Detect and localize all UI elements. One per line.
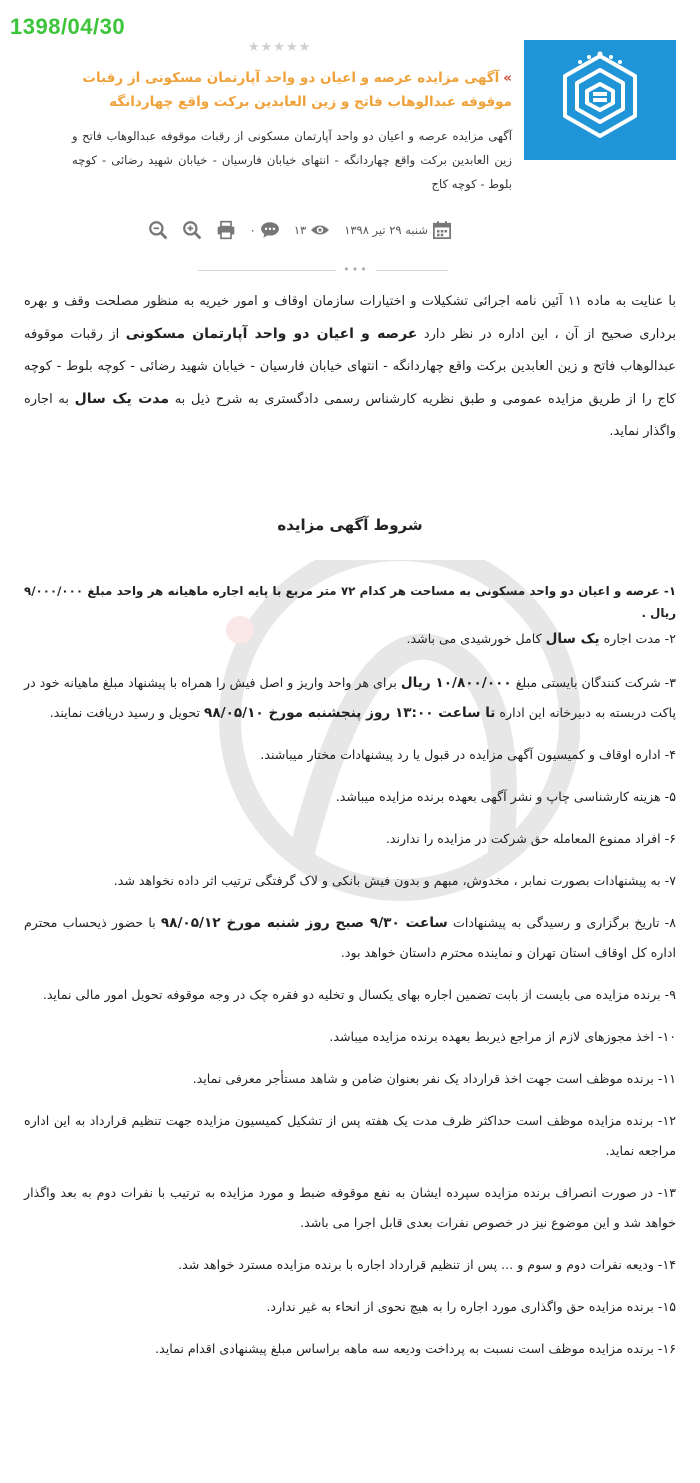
intro-text-1: با عنایت به ماده ۱۱ آئین نامه اجرائی تشکیلات و اختیارات سازمان اوقاف و امور خیریه به منظور مصلحت وقف و بهره برداری صحیح از آن ، این اداره در نظر دارد <box>24 294 677 342</box>
intro-duration: مدت یک سال <box>74 391 170 407</box>
condition-item-8 <box>24 908 676 968</box>
view-count: ۱۳ <box>293 223 307 237</box>
meta-date <box>344 220 452 240</box>
condition-2-text-c: کامل خورشیدی می باشد. <box>406 631 546 646</box>
intro-text-2: از رقبات موقوفه عبدالوهاب فاتح و زین العابدین برکت واقع چهاردانگه - انتهای خیابان فارسیان - خیابان شهید رضائی - کوچه بلوط - کوچه کاج را از طریق مزایده عمومی و طبق نظریه کارشناس رسمی دادگستری به شرح ذیل به <box>24 327 676 407</box>
condition-item-12: ۱۲- برنده مزایده موظف است حداکثر ظرف مدت یک هفته پس از تشکیل کمیسیون مزایده جهت تنظیم قرارداد به این اداره مراجعه نماید. <box>24 1113 676 1158</box>
condition-item-7: ۷- به پیشنهادات بصورت نمابر ، مخدوش، مبهم و بدون فیش بانکی و لاک گرفتگی ترتیب اثر داده نخواهد شد. <box>113 873 676 888</box>
condition-item-14: ۱۴- ودیعه نفرات دوم و سوم و ... پس از تنظیم قرارداد اجاره با برنده مزایده مسترد خواهد شد. <box>178 1257 676 1272</box>
condition-3-amount: ۱۰/۸۰۰/۰۰۰ ریال <box>400 675 512 691</box>
condition-item-1: ۱- عرصه و اعیان دو واحد مسکونی به مساحت هر کدام ۷۲ متر مربع با پایه اجاره ماهیانه هر واحد مبلغ ۹/۰۰۰/۰۰۰ ریال . <box>24 584 677 620</box>
condition-3-text-a: ۳- شرکت کنندگان بایستی مبلغ <box>511 675 676 690</box>
article-summary: آگهی مزایده عرصه و اعیان دو واحد آپارتمان مسکونی از رقبات موقوفه عبدالوهاب فاتح و زین العابدین برکت واقع چهاردانگه - انتهای خیابان فارسیان - خیابان شهید رضائی - کوچه بلوط - کوچه کاج <box>72 129 512 191</box>
intro-text-3: به اجاره واگذار نماید. <box>24 392 676 439</box>
condition-8-text-a: ۸- تاریخ برگزاری و رسیدگی به پیشنهادات <box>447 915 676 930</box>
condition-item-15: ۱۵- برنده مزایده حق واگذاری مورد اجاره را به هیچ نحوی از انحاء به غیر ندارد. <box>266 1299 676 1314</box>
print-icon[interactable] <box>216 220 236 240</box>
condition-8-datetime: ساعت ۹/۳۰ صبح روز شنبه مورخ ۹۸/۰۵/۱۲ <box>160 915 448 931</box>
condition-2-duration: یک سال <box>545 631 600 647</box>
article-date: شنبه ۲۹ تیر ۱۳۹۸ <box>344 223 428 237</box>
meta-comments[interactable] <box>250 220 280 240</box>
condition-item-6: ۶- افراد ممنوع المعامله حق شرکت در مزایده را ندارند. <box>385 831 676 846</box>
condition-item-10: ۱۰- اخذ مجوزهای لازم از مراجع ذیربط بعهده برنده مزایده میباشد. <box>329 1029 676 1044</box>
comment-count: ۰ <box>249 223 256 237</box>
condition-item-2 <box>24 624 676 654</box>
condition-3-deadline: تا ساعت ۱۳:۰۰ روز پنجشنبه مورخ ۹۸/۰۵/۱۰ <box>204 705 496 721</box>
condition-item-4: ۴- اداره اوقاف و کمیسیون آگهی مزایده در قبول یا رد پیشنهادات مختار میباشند. <box>260 747 676 762</box>
condition-item-9: ۹- برنده مزایده می بایست از بابت تضمین اجاره بهای یکسال و تخلیه دو فقره چک در وجه موقوفه تحویل امور مالی نماید. <box>42 987 676 1002</box>
condition-2-text-a: ۲- مدت اجاره <box>599 631 676 646</box>
awqaf-logo <box>524 40 676 160</box>
zoom-in-icon[interactable] <box>182 220 202 240</box>
condition-item-3 <box>24 668 676 728</box>
section-divider <box>198 270 448 271</box>
article-headline[interactable] <box>72 66 512 114</box>
headline-text[interactable]: آگهی مزایده عرصه و اعیان دو واحد آپارتمان مسکونی از رقبات موقوفه عبدالوهاب فاتح و زین العابدین برکت واقع چهاردانگه <box>82 70 512 110</box>
condition-item-16: ۱۶- برنده مزایده موظف است نسبت به پرداخت ودیعه سه ماهه براساس مبلغ پیشنهادی اقدام نماید. <box>155 1341 676 1356</box>
calendar-icon <box>432 220 452 240</box>
eye-icon <box>310 220 330 240</box>
condition-item-5: ۵- هزینه کارشناسی چاپ و نشر آگهی بعهده برنده مزایده میباشد. <box>335 789 676 804</box>
conditions-list <box>24 580 676 1364</box>
comment-icon[interactable] <box>260 220 280 240</box>
condition-item-13: ۱۳- در صورت انصراف برنده مزایده سپرده ایشان به نفع موقوفه ضبط و مورد مزایده به ترتیب با نفرات دوم به بعد واگذار خواهد شد و این موضوع نیز در خصوص نفرات بعدی قابل اجرا می باشد. <box>24 1185 676 1230</box>
condition-3-text-e: تحویل و رسید دریافت نمایند. <box>49 705 205 720</box>
chevron-icon: » <box>503 70 512 86</box>
conditions-title: شروط آگهی مزایده <box>277 516 423 534</box>
zoom-out-icon[interactable] <box>148 220 168 240</box>
condition-item-11: ۱۱- برنده موظف است جهت اخذ قرارداد یک نفر بعنوان ضامن و شاهد مستأجر معرفی نماید. <box>192 1071 676 1086</box>
condition-3-text-c: برای هر واحد واریز و اصل فیش را همراه با پیشنهاد مبلغ ماهیانه خود در پاکت دربسته به دبیرخانه این اداره <box>24 675 676 720</box>
condition-8-text-c: با حضور ذیحساب محترم اداره کل اوقاف استان تهران و نماینده محترم داستان خواهد بود. <box>24 915 676 960</box>
article-meta-bar <box>32 218 452 242</box>
meta-views <box>294 220 330 240</box>
awqaf-emblem-icon <box>555 50 645 150</box>
divider-ornament: ••• <box>336 263 376 276</box>
intro-paragraph <box>24 286 676 448</box>
date-stamp: 1398/04/30 <box>10 14 126 39</box>
intro-property-title: عرصه و اعیان دو واحد آپارتمان مسکونی <box>125 326 418 342</box>
rating-stars[interactable]: ★★★★★ <box>248 40 312 55</box>
